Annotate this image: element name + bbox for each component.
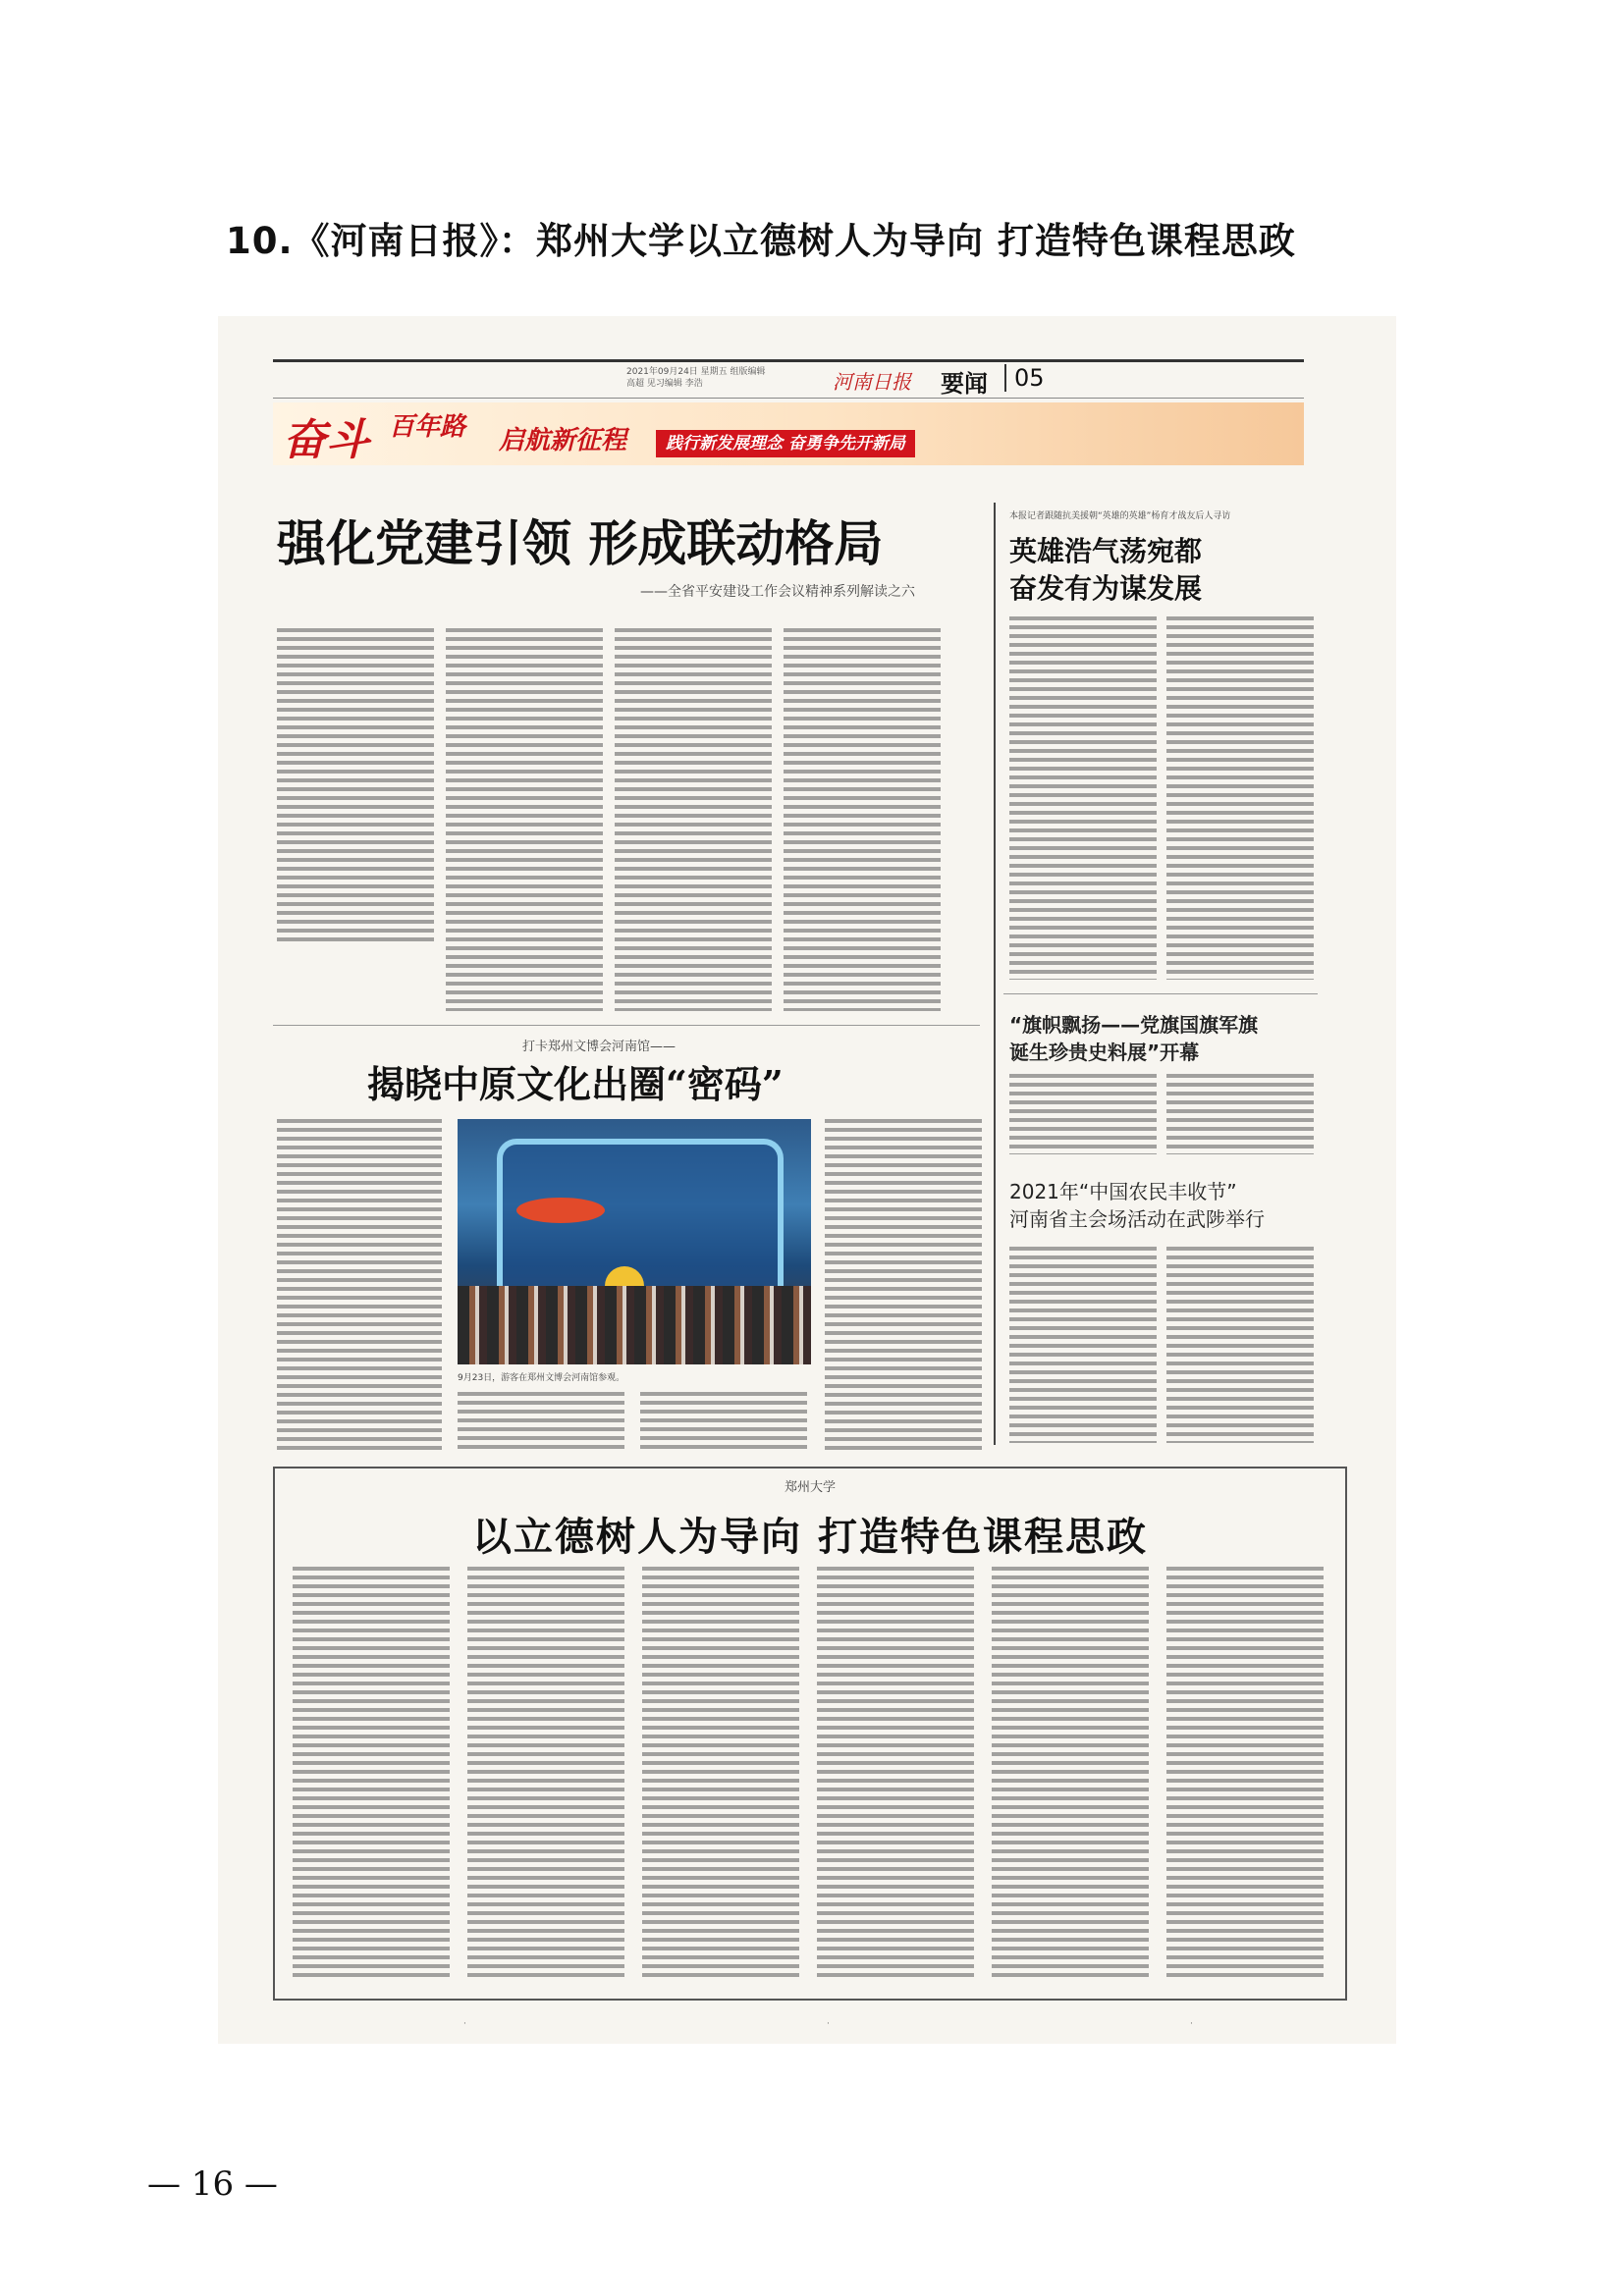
story1-text-col-2 xyxy=(446,628,603,1011)
banner-slogan: 践行新发展理念 奋勇争先开新局 xyxy=(656,430,915,457)
story5-headline-2: 河南省主会场活动在武陟举行 xyxy=(1009,1207,1265,1231)
campaign-banner xyxy=(273,402,1304,465)
story2-text-col-4 xyxy=(825,1119,982,1453)
feature-text-col-4 xyxy=(817,1567,974,1979)
footer-mark-right: · xyxy=(1190,2019,1193,2029)
page-number: 05 xyxy=(1004,364,1045,392)
story5-text-col-1 xyxy=(1009,1247,1157,1443)
story5-text-col-2 xyxy=(1166,1247,1314,1443)
feature-kicker: 郑州大学 xyxy=(784,1480,836,1495)
feature-text-col-1 xyxy=(293,1567,450,1979)
column-divider xyxy=(994,503,996,1445)
story2-text-col-1 xyxy=(277,1119,442,1453)
feature-text-col-2 xyxy=(467,1567,624,1979)
photo-crowd xyxy=(458,1286,811,1364)
banner-mark: 奋斗 xyxy=(283,415,369,465)
story3-headline-1: 英雄浩气荡宛都 xyxy=(1009,535,1203,567)
story3-text-col-2 xyxy=(1166,616,1314,980)
feature-title: 以立德树人为导向 打造特色课程思政 xyxy=(472,1514,1148,1560)
story2-photo xyxy=(458,1119,811,1364)
newspaper-page-image xyxy=(218,316,1396,2044)
document-heading: 10.《河南日报》：郑州大学以立德树人为导向 打造特色课程思政 xyxy=(226,220,1296,262)
right-rule-1 xyxy=(1003,993,1318,994)
section-label: 要闻 xyxy=(941,370,988,398)
masthead-dateline: 2021年09月24日 星期五 组版编辑 高超 见习编辑 李浩 xyxy=(626,367,766,389)
story2-headline: 揭晓中原文化出圈“密码” xyxy=(367,1062,784,1106)
story3-text-col-1 xyxy=(1009,616,1157,980)
newspaper-logo: 河南日报 xyxy=(833,370,911,394)
story1-headline: 强化党建引领 形成联动格局 xyxy=(277,514,884,572)
story5-headline-1: 2021年“中国农民丰收节” xyxy=(1009,1180,1237,1203)
story2-text-col-2 xyxy=(458,1392,624,1453)
story1-text-col-4 xyxy=(784,628,941,1011)
story3-headline-2: 奋发有为谋发展 xyxy=(1009,572,1203,605)
feature-box xyxy=(273,1467,1347,2001)
section-rule xyxy=(273,1025,980,1026)
story4-headline-1: “旗帜飘扬——党旗国旗军旗 xyxy=(1009,1013,1259,1037)
photo-caption: 9月23日，游客在郑州文博会河南馆参观。 xyxy=(458,1373,625,1383)
footer-mark-center: · xyxy=(827,2019,830,2029)
banner-line-1: 百年路 xyxy=(389,412,466,442)
feature-text-col-6 xyxy=(1166,1567,1324,1979)
photo-fish xyxy=(516,1198,605,1223)
page-footer-number: — 16 — xyxy=(147,2164,278,2204)
story1-subhead: ——全省平安建设工作会议精神系列解读之六 xyxy=(640,584,915,600)
story2-kicker: 打卡郑州文博会河南馆—— xyxy=(522,1040,677,1054)
story1-text-col-3 xyxy=(615,628,772,1011)
feature-text-col-3 xyxy=(642,1567,799,1979)
story4-text-col-1 xyxy=(1009,1074,1157,1154)
feature-text-col-5 xyxy=(992,1567,1149,1979)
story4-headline-2: 诞生珍贵史料展”开幕 xyxy=(1009,1041,1200,1064)
story1-text-col-1 xyxy=(277,628,434,942)
banner-line-2: 启航新征程 xyxy=(499,426,627,455)
story3-kicker: 本报记者跟随抗美援朝“英雄的英雄”杨育才战友后人寻访 xyxy=(1009,511,1231,521)
footer-mark-left: · xyxy=(463,2019,466,2029)
story4-text-col-2 xyxy=(1166,1074,1314,1154)
story2-text-col-3 xyxy=(640,1392,807,1453)
masthead xyxy=(273,359,1304,399)
